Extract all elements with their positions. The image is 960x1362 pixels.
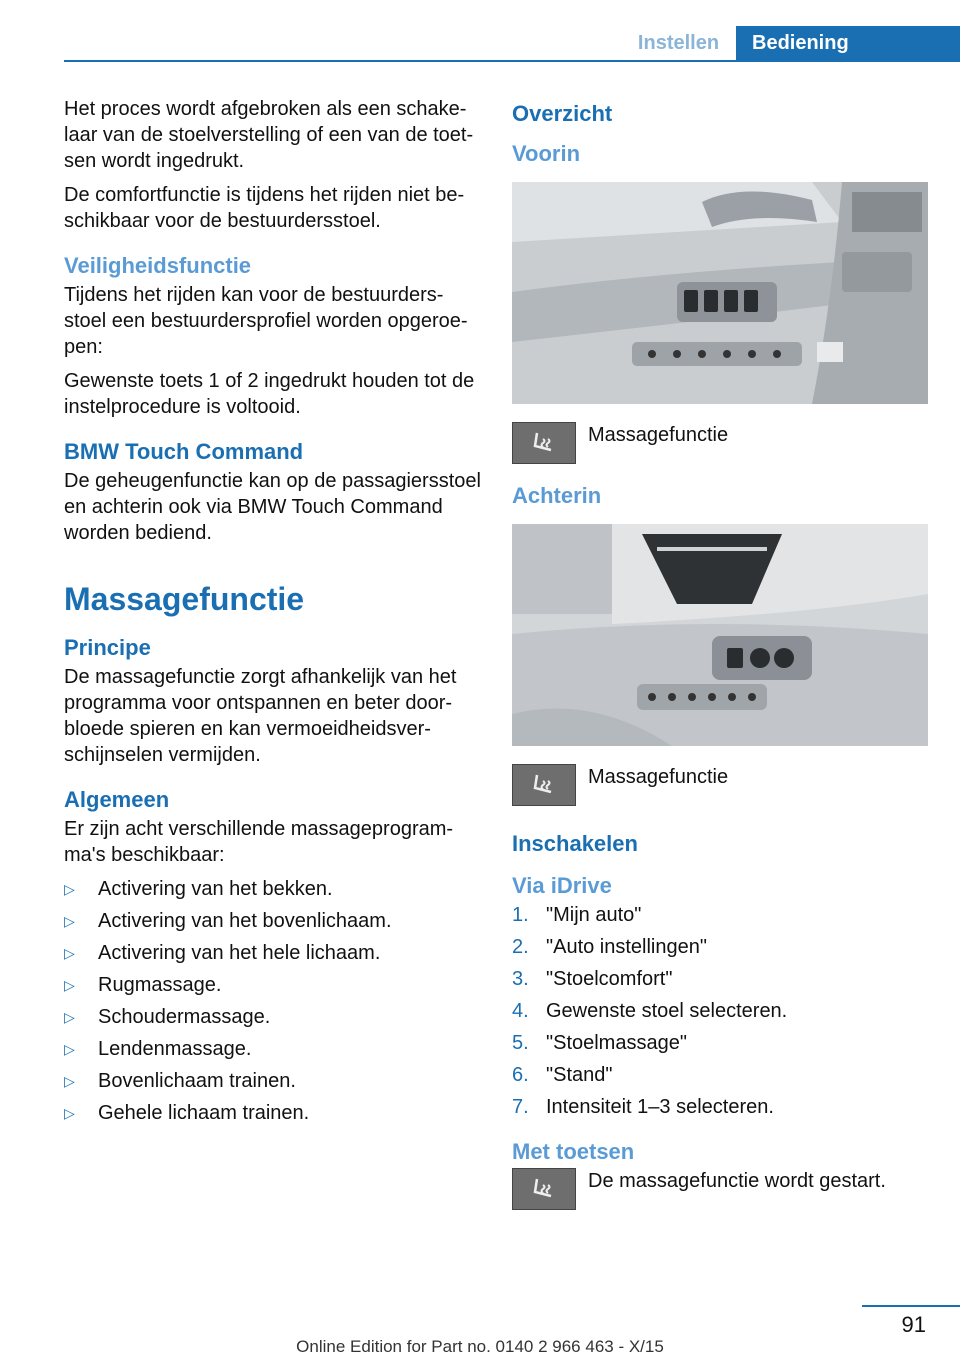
list-item: 3. "Stoelcomfort" <box>512 968 673 990</box>
safety-heading: Veiligheidsfunctie <box>64 253 252 278</box>
left-column <box>64 96 482 1132</box>
header-tab-instellen[interactable]: Instellen <box>637 32 720 54</box>
principle-paragraph: De massagefunctie zorgt afhankelijk van het programma voor ontspannen en beter door-bloede spieren en kan vermoeidheidsver-schijnselen vermijden. <box>64 666 457 766</box>
bullet-icon: ▷ <box>64 1041 75 1057</box>
massage-seat-icon <box>512 422 576 464</box>
buttons-heading: Met toetsen <box>512 1139 635 1164</box>
bullet-icon: ▷ <box>64 977 75 993</box>
page-number: 91 <box>901 1312 926 1337</box>
front-massage-caption <box>512 422 930 464</box>
bullet-icon: ▷ <box>64 913 75 929</box>
front-heading: Voorin <box>512 141 581 166</box>
front-caption-text: Massagefunctie <box>588 424 729 446</box>
rear-caption-text: Massagefunctie <box>588 766 729 788</box>
massage-seat-icon <box>512 764 576 806</box>
idrive-heading: Via iDrive <box>512 873 612 898</box>
general-paragraph: Er zijn acht verschillende massageprogram-ma's beschikbaar: <box>64 818 454 866</box>
general-heading: Algemeen <box>64 787 170 812</box>
list-item: ▷ Activering van het bekken. <box>64 878 333 900</box>
list-item: 5. "Stoelmassage" <box>512 1032 687 1054</box>
list-item: 4. Gewenste stoel selecteren. <box>512 1000 788 1022</box>
bullet-icon: ▷ <box>64 1073 75 1089</box>
footer-rule <box>862 1305 960 1307</box>
touch-command-heading: BMW Touch Command <box>64 439 304 464</box>
overview-heading: Overzicht <box>512 101 613 126</box>
buttons-caption-text: De massagefunctie wordt gestart. <box>588 1170 886 1192</box>
safety-paragraph-1: Tijdens het rijden kan voor de bestuurders-stoel een bestuurdersprofiel worden opgeroe-pen: <box>64 284 468 358</box>
list-item: 7. Intensiteit 1–3 selecteren. <box>512 1096 774 1118</box>
enable-heading: Inschakelen <box>512 831 638 856</box>
list-item: ▷ Activering van het hele lichaam. <box>64 942 381 964</box>
list-item: ▷ Lendenmassage. <box>64 1038 252 1060</box>
touch-command-paragraph: De geheugenfunctie kan op de passagiersstoel en achterin ook via BMW Touch Command worden bediend. <box>64 470 481 544</box>
list-item: ▷ Rugmassage. <box>64 974 222 996</box>
safety-paragraph-2: Gewenste toets 1 of 2 ingedrukt houden tot de instelprocedure is voltooid. <box>64 370 475 418</box>
idrive-steps <box>512 902 930 1120</box>
list-item: ▷ Gehele lichaam trainen. <box>64 1102 310 1124</box>
header-rule <box>64 60 960 62</box>
rear-door-photo <box>512 524 928 746</box>
front-door-photo <box>512 182 928 404</box>
bullet-icon: ▷ <box>64 881 75 897</box>
intro-paragraph-1: Het proces wordt afgebroken als een schake-laar van de stoelverstelling of een van de toet-sen wordt ingedrukt. <box>64 98 474 172</box>
list-item: ▷ Schoudermassage. <box>64 1006 271 1028</box>
right-column <box>512 100 930 1224</box>
list-item: ▷ Activering van het bovenlichaam. <box>64 910 392 932</box>
bullet-icon: ▷ <box>64 1009 75 1025</box>
footer-edition: Online Edition for Part no. 0140 2 966 463 - X/15 <box>296 1337 664 1356</box>
bullet-icon: ▷ <box>64 945 75 961</box>
header-tab-bediening[interactable]: Bediening <box>736 26 960 61</box>
intro-paragraph-2: De comfortfunctie is tijdens het rijden niet be-schikbaar voor de bestuurdersstoel. <box>64 184 465 232</box>
bullet-icon: ▷ <box>64 1105 75 1121</box>
massage-seat-icon <box>512 1168 576 1210</box>
list-item: 2. "Auto instellingen" <box>512 936 707 958</box>
list-item: 6. "Stand" <box>512 1064 613 1086</box>
principle-heading: Principe <box>64 635 151 660</box>
buttons-caption <box>512 1168 930 1210</box>
massage-heading: Massagefunctie <box>64 581 305 617</box>
rear-massage-caption <box>512 764 930 806</box>
program-list <box>64 876 482 1126</box>
list-item: ▷ Bovenlichaam trainen. <box>64 1070 296 1092</box>
rear-heading: Achterin <box>512 483 602 508</box>
list-item: 1. "Mijn auto" <box>512 904 642 926</box>
